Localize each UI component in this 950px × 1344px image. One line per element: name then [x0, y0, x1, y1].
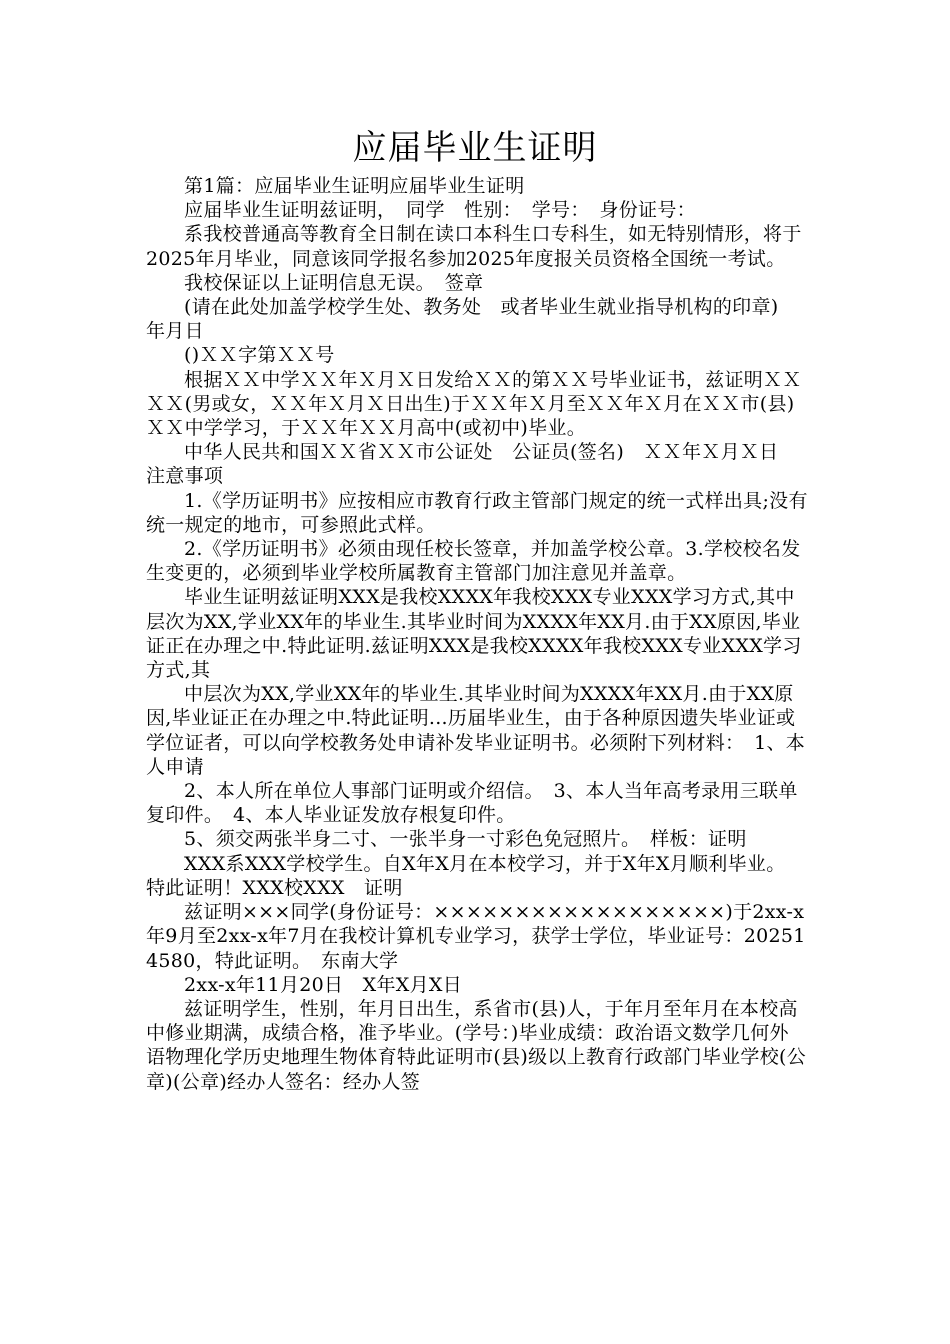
paragraph: 我校保证以上证明信息无误。 签章 — [146, 271, 484, 294]
paragraph: 兹证明学生，性别，年月日出生，系省市(县)人，于年月至年月在本校高中修业期满，成绩合格，准予毕业。(学号：)毕业成绩：政治语文数学几何外语物理化学历史地理生物体育特此证明市(县)级以上教育行政部门毕业学校(公章)(公章)经办人签名：经办人签 — [146, 997, 807, 1093]
paragraph: 2.《学历证明书》必须由现任校长签章，并加盖学校公章。3.学校校名发生变更的，必须到毕业学校所属教育主管部门加注意见并盖章。 — [146, 538, 801, 585]
paragraph: XXX系XXX学校学生。自X年X月在本校学习，并于X年X月顺利毕业。 特此证明！XXX校XXX 证明 — [146, 852, 796, 899]
paragraph: 中层次为XX,学业XX年的毕业生.其毕业时间为XXXX年XX月.由于XX原因,毕业证正在办理之中.特此证明...历届毕业生，由于各种原因遗失毕业证或学位证者，可以向学校教务处申请补发毕业证明书。必须附下列材料： 1、本人申请 — [146, 683, 806, 778]
paragraph: 应届毕业生证明兹证明， 同学 性别： 学号： 身份证号： — [146, 199, 696, 222]
document-title: 应届毕业生证明 — [352, 128, 598, 168]
paragraph: 兹证明×××同学(身份证号：××××××××××××××××××)于2xx-x年9月至2xx-x年7月在我校计算机专业学习，获学士学位，毕业证号：202514580，特此证明。 东南大学 — [146, 901, 806, 972]
paragraph: 2、本人所在单位人事部门证明或介绍信。 3、本人当年高考录用三联单复印件。 4、本人毕业证发放存根复印件。 — [146, 780, 798, 827]
paragraph: 2xx-x年11月20日 X年X月X日 — [146, 973, 462, 996]
paragraph: 5、须交两张半身二寸、一张半身一寸彩色免冠照片。 样板：证明 — [146, 828, 747, 851]
document-body — [146, 174, 808, 1094]
paragraph: (请在此处加盖学校学生处、教务处 或者毕业生就业指导机构的印章) 年月日 — [146, 296, 798, 343]
paragraph: ()ＸＸ字第ＸＸ号 — [146, 344, 335, 367]
paragraph: 系我校普通高等教育全日制在读口本科生口专科生，如无特别情形，将于2025年月毕业，同意该同学报名参加2025年度报关员资格全国统一考试。 — [146, 223, 802, 270]
paragraph: 根据ＸＸ中学ＸＸ年Ｘ月Ｘ日发给ＸＸ的第ＸＸ号毕业证书，兹证明ＸＸＸＸ(男或女，ＸＸ年Ｘ月Ｘ日出生)于ＸＸ年Ｘ月至ＸＸ年Ｘ月在ＸＸ市(县)ＸＸ中学学习，于ＸＸ年ＸＸ月高中(或初中)毕业。 — [146, 368, 802, 440]
paragraph: 毕业生证明兹证明XXX是我校XXXX年我校XXX专业XXX学习方式,其中层次为XX,学业XX年的毕业生.其毕业时间为XXXX年XX月.由于XX原因,毕业证正在办理之中.特此证明.兹证明XXX是我校XXXX年我校XXX专业XXX学习方式,其 — [146, 586, 802, 682]
paragraph: 中华人民共和国ＸＸ省ＸＸ市公证处 公证员(签名) ＸＸ年Ｘ月Ｘ日 注意事项 — [146, 441, 798, 488]
paragraph: 第1篇：应届毕业生证明应届毕业生证明 — [146, 175, 525, 197]
paragraph: 1.《学历证明书》应按相应市教育行政主管部门规定的统一式样出具;没有统一规定的地市，可参照此式样。 — [146, 489, 808, 536]
